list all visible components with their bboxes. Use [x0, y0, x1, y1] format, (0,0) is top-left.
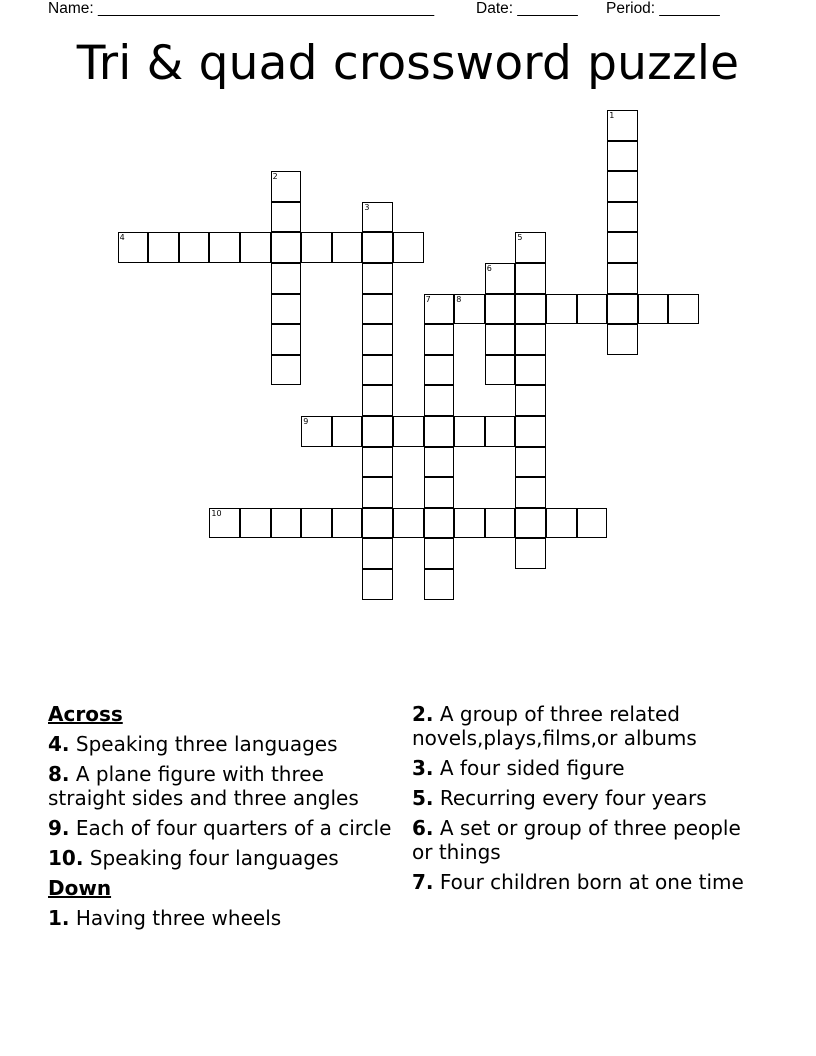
grid-cell[interactable] [454, 294, 485, 325]
grid-cell[interactable] [454, 508, 485, 539]
clues-right-column [412, 702, 752, 894]
grid-cell[interactable] [607, 110, 638, 141]
grid-cell[interactable] [362, 416, 393, 447]
grid-cell[interactable] [240, 232, 271, 263]
grid-cell[interactable] [424, 385, 455, 416]
grid-cell[interactable] [362, 355, 393, 386]
grid-cell[interactable] [485, 355, 516, 386]
grid-cell[interactable] [577, 294, 608, 325]
grid-cell[interactable] [240, 508, 271, 539]
clue-down-7 [412, 870, 752, 894]
grid-cell[interactable] [515, 355, 546, 386]
grid-cell[interactable] [393, 508, 424, 539]
cell-number: 10 [211, 508, 222, 518]
cell-number: 5 [517, 233, 523, 243]
grid-cell[interactable] [271, 324, 302, 355]
grid-cell[interactable] [515, 294, 546, 325]
grid-cell[interactable] [515, 324, 546, 355]
grid-cell[interactable] [148, 232, 179, 263]
grid-cell[interactable] [424, 538, 455, 569]
grid-cell[interactable] [607, 294, 638, 325]
clue-number: 6. [412, 816, 434, 840]
clue-down-3 [412, 756, 752, 780]
clue-number: 3. [412, 756, 434, 780]
cell-number: 2 [272, 172, 278, 182]
grid-cell[interactable] [424, 416, 455, 447]
across-heading: Across [48, 702, 123, 726]
clue-text: A four sided figure [439, 756, 625, 780]
grid-cell[interactable] [332, 416, 363, 447]
grid-cell[interactable] [485, 263, 516, 294]
grid-cell[interactable] [209, 508, 240, 539]
grid-cell[interactable] [485, 416, 516, 447]
grid-cell[interactable] [271, 232, 302, 263]
grid-cell[interactable] [362, 294, 393, 325]
grid-cell[interactable] [515, 416, 546, 447]
clue-text: Speaking four languages [89, 846, 339, 870]
grid-cell[interactable] [515, 477, 546, 508]
grid-cell[interactable] [515, 263, 546, 294]
grid-cell[interactable] [515, 538, 546, 569]
grid-cell[interactable] [424, 477, 455, 508]
grid-cell[interactable] [393, 232, 424, 263]
grid-cell[interactable] [271, 294, 302, 325]
period-field-label[interactable]: Period: _______ [606, 0, 720, 17]
clue-text: A plane figure with three straight sides and three angles [48, 762, 359, 810]
name-field-label[interactable]: Name: _______________________________________ [48, 0, 435, 17]
grid-cell[interactable] [362, 569, 393, 600]
grid-cell[interactable] [607, 141, 638, 172]
grid-cell[interactable] [362, 202, 393, 233]
grid-cell[interactable] [271, 202, 302, 233]
grid-cell[interactable] [362, 447, 393, 478]
clues-left-column [48, 702, 398, 930]
grid-cell[interactable] [301, 232, 332, 263]
clue-number: 8. [48, 762, 70, 786]
grid-cell[interactable] [546, 508, 577, 539]
clue-number: 9. [48, 816, 70, 840]
clue-down-5 [412, 786, 752, 810]
cell-number: 4 [119, 233, 125, 243]
clue-text: Having three wheels [75, 906, 282, 930]
grid-cell[interactable] [362, 263, 393, 294]
clue-down-1 [48, 906, 398, 930]
cell-number: 1 [609, 111, 615, 120]
grid-cell[interactable] [118, 232, 149, 263]
clue-number: 2. [412, 702, 434, 726]
grid-cell[interactable] [332, 232, 363, 263]
clue-number: 5. [412, 786, 434, 810]
clue-text: A set or group of three people or things [412, 816, 741, 864]
grid-cell[interactable] [362, 477, 393, 508]
grid-cell[interactable] [485, 294, 516, 325]
grid-cell[interactable] [607, 232, 638, 263]
clue-down-2 [412, 702, 752, 750]
grid-cell[interactable] [515, 385, 546, 416]
clue-across-9 [48, 816, 398, 840]
cell-number: 8 [456, 294, 462, 304]
grid-cell[interactable] [179, 232, 210, 263]
grid-cell[interactable] [271, 263, 302, 294]
clue-number: 1. [48, 906, 70, 930]
grid-cell[interactable] [332, 508, 363, 539]
clue-number: 10. [48, 846, 84, 870]
grid-cell[interactable] [607, 263, 638, 294]
grid-cell[interactable] [577, 508, 608, 539]
grid-cell[interactable] [362, 232, 393, 263]
clue-down-6 [412, 816, 752, 864]
down-heading: Down [48, 876, 112, 900]
grid-cell[interactable] [607, 171, 638, 202]
grid-cell[interactable] [424, 355, 455, 386]
grid-cell[interactable] [362, 508, 393, 539]
clue-text: Speaking three languages [75, 732, 338, 756]
grid-cell[interactable] [424, 508, 455, 539]
grid-cell[interactable] [271, 355, 302, 386]
grid-cell[interactable] [515, 447, 546, 478]
clue-text: Four children born at one time [439, 870, 744, 894]
grid-cell[interactable] [424, 324, 455, 355]
clue-number: 4. [48, 732, 70, 756]
cell-number: 9 [303, 417, 309, 426]
clue-across-8 [48, 762, 398, 810]
grid-cell[interactable] [454, 416, 485, 447]
grid-cell[interactable] [393, 416, 424, 447]
clue-across-4 [48, 732, 398, 756]
grid-cell[interactable] [209, 232, 240, 263]
grid-cell[interactable] [362, 385, 393, 416]
clue-text: Recurring every four years [439, 786, 707, 810]
grid-cell[interactable] [362, 538, 393, 569]
clue-text: A group of three related novels,plays,films,or albums [412, 702, 697, 750]
grid-cell[interactable] [485, 324, 516, 355]
grid-cell[interactable] [362, 324, 393, 355]
cell-number: 7 [425, 294, 431, 304]
grid-cell[interactable] [424, 294, 455, 325]
clue-across-10 [48, 846, 398, 870]
cell-number: 3 [364, 202, 370, 212]
grid-cell[interactable] [424, 569, 455, 600]
grid-cell[interactable] [271, 508, 302, 539]
grid-cell[interactable] [271, 171, 302, 202]
grid-cell[interactable] [424, 447, 455, 478]
grid-cell[interactable] [485, 508, 516, 539]
clue-text: Each of four quarters of a circle [75, 816, 392, 840]
grid-cell[interactable] [607, 324, 638, 355]
grid-cell[interactable] [515, 232, 546, 263]
page-title: Tri & quad crossword puzzle [76, 36, 740, 91]
grid-cell[interactable] [301, 508, 332, 539]
clue-number: 7. [412, 870, 434, 894]
grid-cell[interactable] [607, 202, 638, 233]
grid-cell[interactable] [546, 294, 577, 325]
grid-cell[interactable] [638, 294, 669, 325]
grid-cell[interactable] [668, 294, 699, 325]
date-field-label[interactable]: Date: _______ [476, 0, 578, 17]
grid-cell[interactable] [301, 416, 332, 447]
cell-number: 6 [486, 264, 492, 273]
grid-cell[interactable] [515, 508, 546, 539]
